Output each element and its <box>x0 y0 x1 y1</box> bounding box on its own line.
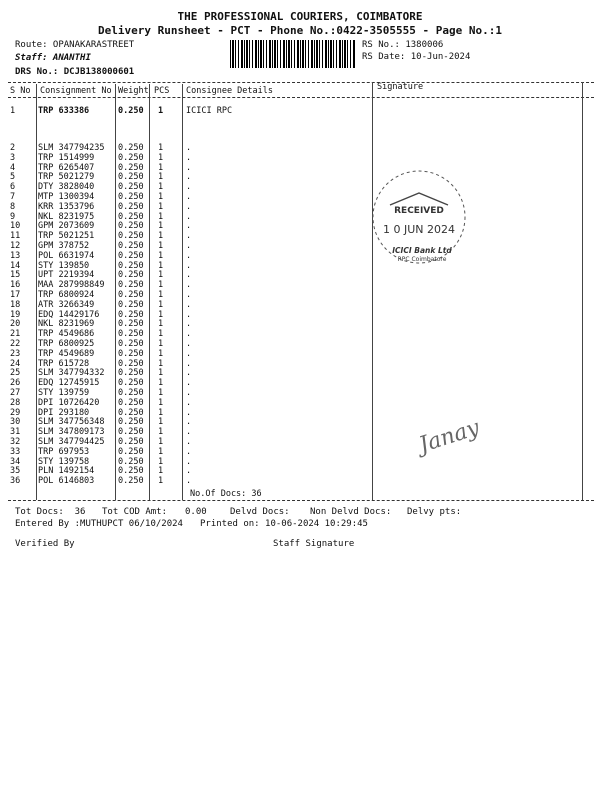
cell-pcs: 1 <box>158 143 164 153</box>
cell-weight: 0.250 <box>118 241 144 251</box>
cell-consignee: . <box>186 348 192 359</box>
cell-pcs: 1 <box>158 456 164 467</box>
runsheet-subtitle: Delivery Runsheet - PCT - Phone No.:0422-3505555 - Page No.:1 <box>98 24 502 37</box>
cell-sno: 27 <box>10 388 21 398</box>
col-pcs: PCS <box>154 86 170 96</box>
col-separator <box>115 84 116 500</box>
header-bottom-rule <box>8 97 594 98</box>
cell-pcs: 1 <box>158 329 164 340</box>
cell-consignee: . <box>186 201 192 212</box>
cell-sno: 21 <box>10 329 21 340</box>
cell-sno: 8 <box>10 201 16 212</box>
stamp-branch: RPC Coimbatore <box>397 256 447 263</box>
cell-weight: 0.250 <box>118 250 144 261</box>
cell-sno: 1 <box>10 106 16 116</box>
cell-cons: EDQ 12745915 <box>38 378 100 389</box>
cell-consignee: . <box>186 437 192 447</box>
cell-weight: 0.250 <box>118 201 144 212</box>
cell-cons: DPI 293180 <box>38 407 90 418</box>
cell-sno: 4 <box>10 162 16 173</box>
cell-sno: 11 <box>10 231 21 242</box>
cell-consignee: . <box>186 368 192 379</box>
cell-consignee: ICICI RPC <box>186 106 233 116</box>
cell-pcs: 1 <box>158 299 164 310</box>
cell-weight: 0.250 <box>118 358 144 369</box>
cell-pcs: 1 <box>158 221 164 232</box>
cell-consignee: . <box>186 290 192 300</box>
cell-cons: TRP 615728 <box>38 358 90 369</box>
cell-consignee: . <box>186 299 192 310</box>
cell-cons: UPT 2219394 <box>38 270 95 281</box>
cell-weight: 0.250 <box>118 143 144 153</box>
cell-pcs: 1 <box>158 106 164 116</box>
col-sno: S No <box>10 86 31 96</box>
cell-weight: 0.250 <box>118 192 144 202</box>
col-separator <box>36 84 37 500</box>
cell-pcs: 1 <box>158 201 164 212</box>
cell-consignee: . <box>186 152 192 163</box>
cell-pcs: 1 <box>158 162 164 173</box>
cell-sno: 22 <box>10 339 21 349</box>
cell-sno: 25 <box>10 368 21 379</box>
col-separator <box>149 84 150 500</box>
delvd-docs: Delvd Docs: <box>230 507 290 517</box>
cell-weight: 0.250 <box>118 172 144 183</box>
cell-weight: 0.250 <box>118 427 144 438</box>
cell-weight: 0.250 <box>118 388 144 398</box>
cell-cons: POL 6631974 <box>38 250 95 261</box>
cell-weight: 0.250 <box>118 260 144 271</box>
cell-cons: SLM 347809173 <box>38 427 105 438</box>
rs-number: RS No.: 1380006 <box>362 40 444 50</box>
col-signature: Signature <box>377 82 424 92</box>
cell-consignee: . <box>186 162 192 173</box>
non-delvd-docs: Non Delvd Docs: <box>310 507 392 517</box>
cell-consignee: . <box>186 388 192 398</box>
cell-weight: 0.250 <box>118 476 144 487</box>
cell-cons: TRP 5021279 <box>38 172 95 183</box>
tot-cod-label: Tot COD Amt: <box>102 507 168 517</box>
cell-cons: TRP 6265407 <box>38 162 95 173</box>
col-consignment: Consignment No <box>40 86 112 96</box>
stamp-received: RECEIVED <box>394 206 444 216</box>
cell-weight: 0.250 <box>118 319 144 330</box>
cell-consignee: . <box>186 456 192 467</box>
company-title: THE PROFESSIONAL COURIERS, COIMBATORE <box>177 10 423 23</box>
cell-consignee: . <box>186 172 192 183</box>
rs-date: RS Date: 10-Jun-2024 <box>362 52 471 62</box>
cell-cons: TRP 6800925 <box>38 339 95 349</box>
verified-by: Verified By <box>15 539 75 549</box>
cell-pcs: 1 <box>158 339 164 349</box>
cell-weight: 0.250 <box>118 231 144 242</box>
cell-weight: 0.250 <box>118 182 144 193</box>
cell-cons: KRR 1353796 <box>38 201 95 212</box>
cell-consignee: . <box>186 211 192 222</box>
cell-cons: MAA 287998849 <box>38 280 105 291</box>
cell-weight: 0.250 <box>118 368 144 379</box>
cell-sno: 33 <box>10 446 21 457</box>
cell-consignee: . <box>186 143 192 153</box>
cell-cons: NKL 8231969 <box>38 319 95 330</box>
cell-sno: 16 <box>10 280 21 291</box>
cell-consignee: . <box>186 250 192 261</box>
staff-label: Staff: ANANTHI <box>15 53 91 63</box>
no-of-docs: No.Of Docs: 36 <box>190 489 262 499</box>
tot-docs: Tot Docs: 36 <box>15 507 86 517</box>
col-separator <box>182 84 183 500</box>
cell-cons: TRP 4549689 <box>38 348 95 359</box>
cell-consignee: . <box>186 378 192 389</box>
cell-consignee: . <box>186 358 192 369</box>
cell-pcs: 1 <box>158 446 164 457</box>
cell-pcs: 1 <box>158 466 164 477</box>
cell-cons: TRP 633386 <box>38 106 90 116</box>
cell-cons: SLM 347794332 <box>38 368 105 379</box>
cell-sno: 2 <box>10 143 16 153</box>
cell-sno: 23 <box>10 348 21 359</box>
col-weight: Weight <box>118 86 149 96</box>
cell-weight: 0.250 <box>118 348 144 359</box>
cell-weight: 0.250 <box>118 106 144 116</box>
cell-pcs: 1 <box>158 388 164 398</box>
route-label: Route: OPANAKARASTREET <box>15 40 135 50</box>
stamp-bank: ICICI Bank Ltd <box>392 246 452 255</box>
cell-cons: NKL 8231975 <box>38 211 95 222</box>
cell-sno: 18 <box>10 299 21 310</box>
cell-pcs: 1 <box>158 211 164 222</box>
cell-cons: DTY 3828040 <box>38 182 95 193</box>
cell-consignee: . <box>186 192 192 202</box>
cell-pcs: 1 <box>158 182 164 193</box>
cell-pcs: 1 <box>158 417 164 428</box>
cell-weight: 0.250 <box>118 417 144 428</box>
cell-pcs: 1 <box>158 437 164 447</box>
cell-consignee: . <box>186 221 192 232</box>
cell-consignee: . <box>186 260 192 271</box>
cell-pcs: 1 <box>158 427 164 438</box>
cell-sno: 14 <box>10 260 21 271</box>
drs-number: DRS No.: DCJB138000601 <box>15 67 135 77</box>
cell-sno: 3 <box>10 152 16 163</box>
cell-pcs: 1 <box>158 260 164 271</box>
cell-weight: 0.250 <box>118 339 144 349</box>
cell-cons: TRP 1514999 <box>38 152 95 163</box>
cell-weight: 0.250 <box>118 456 144 467</box>
cell-cons: TRP 697953 <box>38 446 90 457</box>
cell-weight: 0.250 <box>118 378 144 389</box>
cell-weight: 0.250 <box>118 407 144 418</box>
col-separator <box>372 82 373 500</box>
cell-pcs: 1 <box>158 241 164 251</box>
cell-sno: 10 <box>10 221 21 232</box>
cell-sno: 13 <box>10 250 21 261</box>
cell-sno: 35 <box>10 466 21 477</box>
cell-cons: STY 139850 <box>38 260 90 271</box>
cell-sno: 6 <box>10 182 16 193</box>
cell-weight: 0.250 <box>118 397 144 408</box>
cell-pcs: 1 <box>158 280 164 291</box>
entered-by: Entered By :MUTHUPCT 06/10/2024 <box>15 519 183 529</box>
cell-consignee: . <box>186 319 192 330</box>
cell-cons: STY 139758 <box>38 456 90 467</box>
cell-consignee: . <box>186 270 192 281</box>
cell-weight: 0.250 <box>118 280 144 291</box>
cell-pcs: 1 <box>158 152 164 163</box>
cell-pcs: 1 <box>158 348 164 359</box>
cell-pcs: 1 <box>158 319 164 330</box>
cell-sno: 20 <box>10 319 21 330</box>
svg-text:Janay: Janay <box>416 415 483 459</box>
cell-sno: 28 <box>10 397 21 408</box>
col-separator <box>582 82 583 500</box>
cell-weight: 0.250 <box>118 152 144 163</box>
cell-weight: 0.250 <box>118 211 144 222</box>
printed-on: Printed on: 10-06-2024 10:29:45 <box>200 519 368 529</box>
cell-consignee: . <box>186 339 192 349</box>
cell-cons: POL 6146803 <box>38 476 95 487</box>
cell-cons: SLM 347756348 <box>38 417 105 428</box>
staff-signature: Staff Signature <box>273 539 355 549</box>
cell-consignee: . <box>186 241 192 251</box>
cell-cons: GPM 2073609 <box>38 221 95 232</box>
cell-consignee: . <box>186 446 192 457</box>
cell-sno: 34 <box>10 456 21 467</box>
cell-cons: MTP 1300394 <box>38 192 95 202</box>
cell-consignee: . <box>186 280 192 291</box>
cell-weight: 0.250 <box>118 299 144 310</box>
cell-weight: 0.250 <box>118 466 144 477</box>
cell-sno: 24 <box>10 358 21 369</box>
cell-consignee: . <box>186 407 192 418</box>
cell-consignee: . <box>186 397 192 408</box>
cell-pcs: 1 <box>158 378 164 389</box>
cell-sno: 31 <box>10 427 21 438</box>
cell-consignee: . <box>186 417 192 428</box>
cell-cons: SLM 347794235 <box>38 143 105 153</box>
cell-sno: 36 <box>10 476 21 487</box>
cell-weight: 0.250 <box>118 221 144 232</box>
cell-pcs: 1 <box>158 192 164 202</box>
cell-pcs: 1 <box>158 397 164 408</box>
cell-cons: PLN 1492154 <box>38 466 95 477</box>
cell-pcs: 1 <box>158 358 164 369</box>
cell-pcs: 1 <box>158 407 164 418</box>
cell-pcs: 1 <box>158 250 164 261</box>
cell-weight: 0.250 <box>118 437 144 447</box>
cell-weight: 0.250 <box>118 446 144 457</box>
col-consignee: Consignee Details <box>186 86 273 96</box>
cell-cons: TRP 5021251 <box>38 231 95 242</box>
cell-sno: 17 <box>10 290 21 300</box>
cell-cons: ATR 3266349 <box>38 299 95 310</box>
cell-cons: EDQ 14429176 <box>38 309 100 320</box>
cell-consignee: . <box>186 329 192 340</box>
cell-consignee: . <box>186 309 192 320</box>
cell-pcs: 1 <box>158 231 164 242</box>
cell-consignee: . <box>186 182 192 193</box>
cell-pcs: 1 <box>158 290 164 300</box>
tot-cod-value: 0.00 <box>185 507 207 517</box>
cell-sno: 5 <box>10 172 16 183</box>
cell-consignee: . <box>186 231 192 242</box>
cell-sno: 26 <box>10 378 21 389</box>
barcode <box>230 40 355 68</box>
cell-cons: SLM 347794425 <box>38 437 105 447</box>
cell-pcs: 1 <box>158 172 164 183</box>
footer-rule <box>8 500 594 501</box>
cell-weight: 0.250 <box>118 309 144 320</box>
cell-weight: 0.250 <box>118 329 144 340</box>
cell-sno: 32 <box>10 437 21 447</box>
cell-sno: 7 <box>10 192 16 202</box>
cell-pcs: 1 <box>158 368 164 379</box>
cell-consignee: . <box>186 427 192 438</box>
cell-weight: 0.250 <box>118 162 144 173</box>
cell-cons: STY 139759 <box>38 388 90 398</box>
cell-sno: 29 <box>10 407 21 418</box>
cell-consignee: . <box>186 466 192 477</box>
cell-cons: TRP 4549686 <box>38 329 95 340</box>
cell-weight: 0.250 <box>118 270 144 281</box>
cell-sno: 15 <box>10 270 21 281</box>
cell-weight: 0.250 <box>118 290 144 300</box>
delvy-pts: Delvy pts: <box>407 507 462 517</box>
cell-consignee: . <box>186 476 192 487</box>
stamp-date: 1 0 JUN 2024 <box>382 223 456 236</box>
received-stamp <box>362 165 477 270</box>
header-top-rule <box>8 82 594 83</box>
cell-cons: DPI 10726420 <box>38 397 100 408</box>
cell-sno: 9 <box>10 211 16 222</box>
cell-sno: 30 <box>10 417 21 428</box>
handwritten-signature <box>410 405 500 460</box>
cell-pcs: 1 <box>158 309 164 320</box>
cell-pcs: 1 <box>158 476 164 487</box>
cell-cons: TRP 6800924 <box>38 290 95 300</box>
cell-sno: 12 <box>10 241 21 251</box>
cell-pcs: 1 <box>158 270 164 281</box>
cell-sno: 19 <box>10 309 21 320</box>
cell-cons: GPM 378752 <box>38 241 90 251</box>
